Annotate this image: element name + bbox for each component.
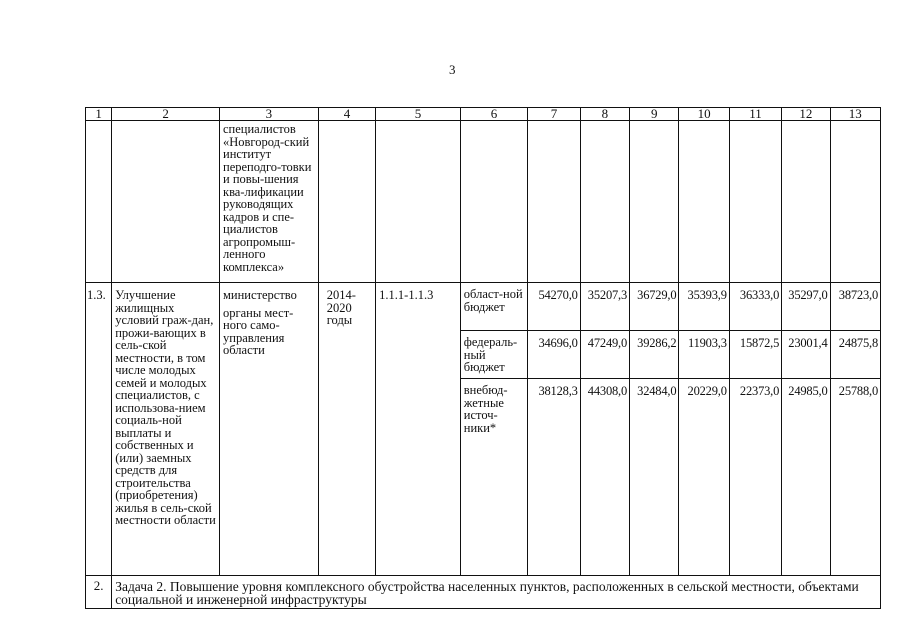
item-period: 2014-2020 годы xyxy=(318,283,375,576)
empty-cell xyxy=(580,121,629,283)
value-cell: 35207,3 xyxy=(580,283,629,331)
executor-local: органы мест-ного само-управления области xyxy=(223,305,294,357)
header-cell: 13 xyxy=(830,108,880,121)
value-cell: 24875,8 xyxy=(830,331,880,379)
header-cell: 8 xyxy=(580,108,629,121)
value-cell: 11903,3 xyxy=(679,331,729,379)
value-cell: 15872,5 xyxy=(729,331,781,379)
header-cell: 6 xyxy=(460,108,528,121)
value-cell: 38723,0 xyxy=(830,283,880,331)
source-row-regional xyxy=(86,283,881,331)
empty-cell xyxy=(630,121,679,283)
header-row xyxy=(86,108,881,121)
value-cell: 23001,4 xyxy=(782,331,830,379)
empty-cell xyxy=(528,121,580,283)
header-cell: 11 xyxy=(729,108,781,121)
value-cell: 25788,0 xyxy=(830,379,880,576)
value-cell: 32484,0 xyxy=(630,379,679,576)
value-cell: 22373,0 xyxy=(729,379,781,576)
header-cell: 4 xyxy=(318,108,375,121)
header-cell: 5 xyxy=(376,108,461,121)
value-cell: 39286,2 xyxy=(630,331,679,379)
program-table xyxy=(85,107,881,609)
source-name: федераль-ный бюджет xyxy=(460,331,528,379)
value-cell: 24985,0 xyxy=(782,379,830,576)
source-name: внебюд-жетные источ-ники* xyxy=(460,379,528,576)
empty-cell xyxy=(112,121,220,283)
header-cell: 12 xyxy=(782,108,830,121)
executor-ministry: министерство xyxy=(223,288,297,302)
item-name: Улучшение жилищных условий граж-дан, прожи-вающих в сель-ской местности, в том числе молодых семей и молодых специалистов, с использова-нием социаль-ной выплаты и собственных и (или) заемных средств для строительства (приобретения) жилья в сель-ской местности области xyxy=(112,283,220,576)
value-cell: 54270,0 xyxy=(528,283,580,331)
header-cell: 9 xyxy=(630,108,679,121)
header-cell: 7 xyxy=(528,108,580,121)
empty-cell xyxy=(729,121,781,283)
value-cell: 20229,0 xyxy=(679,379,729,576)
empty-cell xyxy=(318,121,375,283)
item-number: 1.3. xyxy=(86,283,112,576)
value-cell: 47249,0 xyxy=(580,331,629,379)
task-number: 2. xyxy=(86,576,112,609)
task-text: Задача 2. Повышение уровня комплексного обустройства населенных пунктов, расположенных в сельской местности, объектами социальной и инженерной инфраструктуры xyxy=(112,576,881,609)
executor-continuation: специалистов «Новгород-ский институт переподго-товки и повы-шения ква-лификации руководящих кадров и спе-циалистов агропромыш-ленного комплекса» xyxy=(220,121,319,283)
task-row xyxy=(86,576,881,609)
empty-cell xyxy=(376,121,461,283)
value-cell: 44308,0 xyxy=(580,379,629,576)
source-name: област-ной бюджет xyxy=(460,283,528,331)
continuation-row xyxy=(86,121,881,283)
empty-cell xyxy=(679,121,729,283)
header-cell: 10 xyxy=(679,108,729,121)
header-cell: 2 xyxy=(112,108,220,121)
value-cell: 35393,9 xyxy=(679,283,729,331)
empty-cell xyxy=(830,121,880,283)
empty-cell xyxy=(460,121,528,283)
empty-cell xyxy=(782,121,830,283)
value-cell: 36333,0 xyxy=(729,283,781,331)
page-number: 3 xyxy=(449,62,456,77)
value-cell: 35297,0 xyxy=(782,283,830,331)
header-cell: 3 xyxy=(220,108,319,121)
value-cell: 34696,0 xyxy=(528,331,580,379)
item-indicators: 1.1.1-1.1.3 xyxy=(376,283,461,576)
header-cell: 1 xyxy=(86,108,112,121)
empty-cell xyxy=(86,121,112,283)
item-executors xyxy=(220,283,319,576)
value-cell: 36729,0 xyxy=(630,283,679,331)
value-cell: 38128,3 xyxy=(528,379,580,576)
